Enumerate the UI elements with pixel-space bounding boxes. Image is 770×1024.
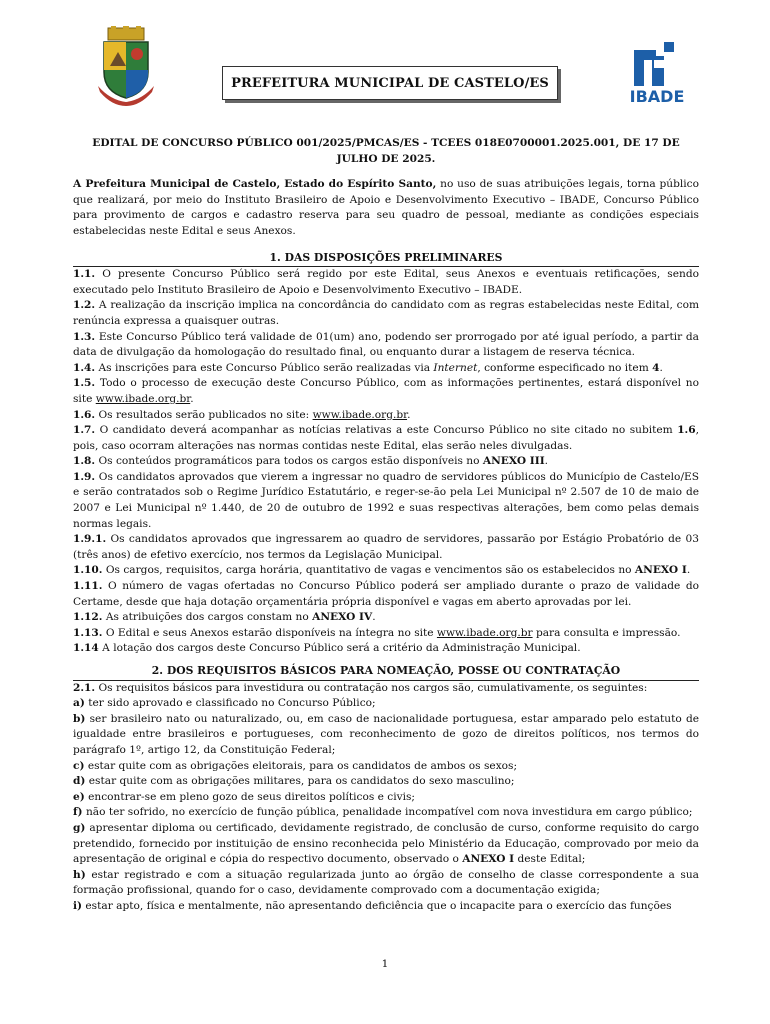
item-text: . <box>372 611 376 624</box>
item-text: O Edital e seus Anexos estarão disponíveis na íntegra no site <box>102 626 437 639</box>
item-text: estar registrado e com a situação regularizada junto ao órgão de conselho de classe correspondente a sua formação profissional, quando for o caso, devidamente comprovado com a documentação exigida; <box>73 868 699 897</box>
item-italic: Internet <box>433 361 478 374</box>
item-text: estar quite com as obrigações eleitorais, para os candidatos de ambos os sexos; <box>84 759 518 772</box>
item-letter: e) <box>73 790 85 803</box>
requirement-f <box>73 805 699 821</box>
item-number: 1.8. <box>73 455 96 468</box>
requirement-e <box>73 790 699 806</box>
item-text: não ter sofrido, no exercício de função pública, penalidade incompatível com nova investidura em cargo público; <box>82 806 693 819</box>
item-text: O presente Concurso Público será regido por este Edital, seus Anexos e eventuais retificações, sendo executado pelo Instituto Brasileiro de Apoio e Desenvolvimento Executivo – IBADE. <box>73 268 699 296</box>
item-1-9 <box>73 470 699 532</box>
item-text: apresentar diploma ou certificado, devidamente registrado, de conclusão de curso, conforme requisito do cargo pretendido, fornecido por instituição de ensino reconhecida pelo Ministério da Educação, comprovado por meio da apresentação de original e cópia do respectivo documento, observado o <box>73 821 699 866</box>
requirement-a <box>73 696 699 712</box>
item-number: 1.7. <box>73 424 96 437</box>
requirement-g <box>73 821 699 868</box>
item-text: , pois, caso ocorram alterações nas normas contidas neste Edital, elas serão neles divulgadas. <box>73 424 699 452</box>
item-letter: a) <box>73 697 85 710</box>
item-letter: c) <box>73 759 85 772</box>
item-number: 1.6. <box>73 408 96 421</box>
item-text: O candidato deverá acompanhar as notícias relativas a este Concurso Público no site citado no subitem <box>95 424 678 437</box>
item-text: . <box>659 361 663 374</box>
item-text: encontrar-se em pleno gozo de seus direitos políticos e civis; <box>84 790 416 803</box>
item-text: Este Concurso Público terá validade de 01(um) ano, podendo ser prorrogado por até igual período, a partir da data de divulgação da homologação do resultado final, ou enquanto durar a listagem de reserva técnica. <box>73 330 699 359</box>
item-1-3 <box>73 330 699 361</box>
item-1-14 <box>73 641 699 657</box>
item-text: A lotação dos cargos deste Concurso Público será a critério da Administração Municipal. <box>98 642 581 655</box>
item-number: 1.5. <box>73 377 96 390</box>
item-text: Os candidatos aprovados que ingressarem ao quadro de servidores, passarão por Estágio Probatório de 03 (três anos) de efetivo exercício, nos termos da Legislação Municipal. <box>73 533 699 561</box>
ibade-site-link[interactable]: www.ibade.org.br <box>312 408 408 421</box>
item-text: , conforme especificado no item <box>477 361 653 374</box>
item-2-1 <box>73 681 699 697</box>
item-letter: d) <box>73 775 86 788</box>
item-bold: ANEXO I <box>462 853 515 866</box>
item-1-12 <box>73 610 699 626</box>
item-1-10 <box>73 563 699 579</box>
item-number: 1.1. <box>73 268 96 281</box>
item-text: ser brasileiro nato ou naturalizado, ou, em caso de nacionalidade portuguesa, estar amparado pelo estatuto de igualdade entre brasileiros e portugueses, com reconhecimento de gozo de direitos políticos, nos termos do parágrafo 1º, artigo 12, da Constituição Federal; <box>73 712 699 756</box>
item-1-6 <box>73 408 699 424</box>
item-1-11 <box>73 579 699 610</box>
item-text: estar apto, física e mentalmente, não apresentando deficiência que o incapacite para o exercício das funções <box>82 899 672 912</box>
requirement-i <box>73 899 699 915</box>
item-bold: 4 <box>652 361 660 374</box>
item-number: 1.9.1. <box>73 533 107 546</box>
item-text: As inscrições para este Concurso Público serão realizadas via <box>95 361 434 374</box>
page-number: 1 <box>381 958 389 970</box>
item-number: 2.1. <box>73 681 96 694</box>
document-body <box>73 136 699 915</box>
item-1-5 <box>73 376 699 407</box>
requirement-h <box>73 868 699 899</box>
section-1-title: 1. DAS DISPOSIÇÕES PRELIMINARES <box>269 250 503 264</box>
item-text: Os requisitos básicos para investidura ou contratação nos cargos são, cumulativamente, os seguintes: <box>95 681 648 694</box>
item-text: para consulta e impressão. <box>532 626 681 639</box>
item-bold: ANEXO III <box>482 455 545 468</box>
item-number: 1.2. <box>73 299 96 312</box>
item-number: 1.13. <box>73 626 103 639</box>
item-number: 1.14 <box>73 642 99 655</box>
item-text: . <box>544 455 549 468</box>
item-text: . <box>407 408 411 421</box>
item-letter: g) <box>73 821 86 834</box>
item-text: A realização da inscrição implica na concordância do candidato com as regras estabelecidas neste Edital, com renúncia expressa a quaisquer outras. <box>73 299 699 327</box>
item-letter: f) <box>73 806 83 819</box>
item-text: Os conteúdos programáticos para todos os cargos estão disponíveis no <box>95 455 483 468</box>
item-1-7 <box>73 423 699 454</box>
item-bold: 1.6 <box>677 424 696 437</box>
header-title: PREFEITURA MUNICIPAL DE CASTELO/ES <box>231 75 549 91</box>
section-2-title: 2. DOS REQUISITOS BÁSICOS PARA NOMEAÇÃO, POSSE OU CONTRATAÇÃO <box>151 664 621 677</box>
edital-title: EDITAL DE CONCURSO PÚBLICO 001/2025/PMCAS/ES - TCEES 018E0700001.2025.001, DE 17 DE JULHO DE 2025. <box>92 137 680 165</box>
item-letter: h) <box>73 868 86 881</box>
item-number: 1.3. <box>73 330 96 343</box>
item-1-9-1 <box>73 532 699 563</box>
requirement-b <box>73 712 699 759</box>
item-text: As atribuições dos cargos constam no <box>102 611 313 624</box>
item-1-1 <box>73 267 699 298</box>
ibade-site-link[interactable]: www.ibade.org.br <box>95 392 191 405</box>
item-text: . <box>686 564 691 577</box>
intro-bold: A Prefeitura Municipal de Castelo, Estado do Espírito Santo, <box>73 178 437 191</box>
requirement-d <box>73 774 699 790</box>
item-text: Os candidatos aprovados que vierem a ingressar no quadro de servidores públicos do Município de Castelo/ES e serão contratados sob o Regime Jurídico Estatutário, e reger-se-ão pela Lei Municipal nº 2.507 de 10 de maio de 2007 e Lei Municipal nº 1.440, de 20 de outubro de 1992 e suas respectivas alterações, bem como pelas demais normas legais. <box>73 470 699 530</box>
item-text: O número de vagas ofertadas no Concurso Público poderá ser ampliado durante o prazo de validade do Certame, desde que haja dotação orçamentária própria disponível e vagas em aberto aprovadas por lei. <box>73 580 699 608</box>
item-text: . <box>190 392 194 405</box>
item-text: Os cargos, requisitos, carga horária, quantitativo de vagas e vencimentos são os estabelecidos no <box>102 564 635 577</box>
item-text: estar quite com as obrigações militares, para os candidatos do sexo masculino; <box>85 775 515 788</box>
item-text: deste Edital; <box>514 853 586 866</box>
item-1-4 <box>73 361 699 377</box>
item-bold: ANEXO IV <box>312 611 373 624</box>
item-number: 1.10. <box>73 564 103 577</box>
item-bold: ANEXO I <box>634 564 687 577</box>
intro-text: no uso de suas atribuições legais, torna público que realizará, por meio do Instituto Brasileiro de Apoio e Desenvolvimento Executivo – IBADE, Concurso Público para provimento de cargos e cadastro reserva para seu quadro de pessoal, mediante as condições especiais estabelecidas neste Edital e seus Anexos. <box>73 178 699 237</box>
item-1-13 <box>73 626 699 642</box>
item-number: 1.12. <box>73 611 103 624</box>
item-text: ter sido aprovado e classificado no Concurso Público; <box>84 697 376 710</box>
item-number: 1.9. <box>73 470 96 483</box>
castelo-coat-of-arms-logo <box>96 26 156 106</box>
ibade-site-link[interactable]: www.ibade.org.br <box>436 626 533 639</box>
intro-paragraph <box>73 177 699 239</box>
item-1-8 <box>73 454 699 470</box>
item-text: Todo o processo de execução deste Concurso Público, com as informações pertinentes, estará disponível no site <box>73 377 699 405</box>
item-letter: i) <box>73 899 83 912</box>
header-title-box <box>222 66 558 100</box>
item-text: Os resultados serão publicados no site: <box>95 408 313 421</box>
requirement-c <box>73 759 699 775</box>
item-number: 1.11. <box>73 580 103 593</box>
item-1-2 <box>73 298 699 329</box>
item-letter: b) <box>73 712 86 725</box>
item-number: 1.4. <box>73 361 96 374</box>
ibade-logo-text: IBADE <box>629 87 685 106</box>
